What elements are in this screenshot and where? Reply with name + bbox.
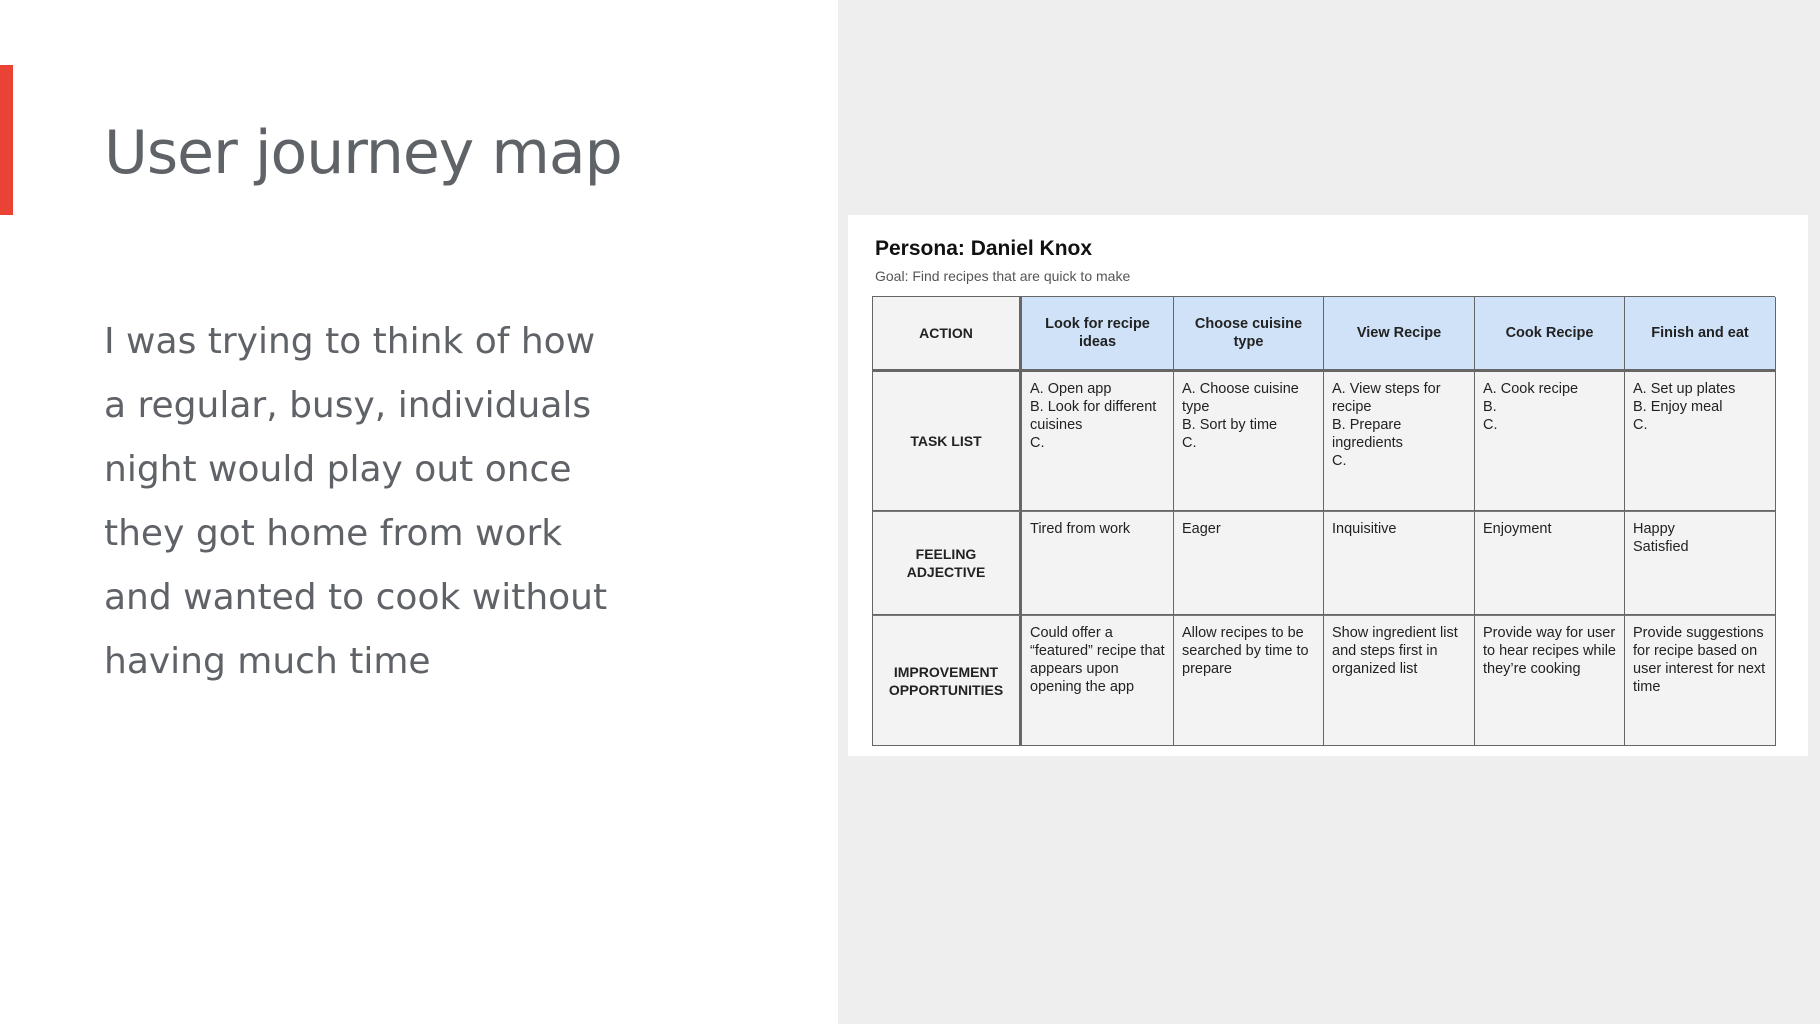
cell-line: Enjoyment	[1483, 521, 1552, 537]
table-cell	[1625, 615, 1776, 746]
row-label: TASK LIST	[873, 372, 1022, 511]
column-header: Finish and eat	[1625, 297, 1776, 372]
cell-line: Show ingredient list and steps first in organized list	[1332, 625, 1458, 677]
cell-line: Inquisitive	[1332, 521, 1397, 537]
table-cell	[1324, 372, 1475, 511]
image-panel	[838, 0, 1820, 1024]
column-header: Look for recipe ideas	[1022, 297, 1174, 372]
table-cell	[1022, 511, 1174, 615]
cell-line: C.	[1030, 435, 1045, 451]
cell-line: A. View steps for recipe	[1332, 381, 1441, 415]
row-header-action: ACTION	[873, 297, 1022, 372]
table-cell	[1174, 511, 1324, 615]
cell-line: C.	[1483, 417, 1498, 433]
table-cell	[1625, 372, 1776, 511]
cell-line: Provide suggestions for recipe based on user interest for next time	[1633, 625, 1766, 695]
table-cell	[1475, 511, 1625, 615]
column-header: View Recipe	[1324, 297, 1475, 372]
cell-line: A. Cook recipe	[1483, 381, 1579, 397]
cell-line: Tired from work	[1030, 521, 1131, 537]
cell-line: B. Look for different cuisines	[1030, 399, 1157, 433]
table-cell	[1475, 372, 1625, 511]
cell-line: A. Set up plates	[1633, 381, 1736, 397]
cell-line: B.	[1483, 399, 1497, 415]
cell-line: A. Open app	[1030, 381, 1112, 397]
cell-line: Eager	[1182, 521, 1221, 537]
cell-line: C.	[1332, 453, 1347, 469]
persona-title: Persona: Daniel Knox	[875, 237, 1093, 260]
cell-line: B. Sort by time	[1182, 417, 1278, 433]
row-label: FEELING ADJECTIVE	[873, 511, 1022, 615]
table-cell	[1475, 615, 1625, 746]
table-cell	[1022, 372, 1174, 511]
cell-line: B. Prepare ingredients	[1332, 417, 1403, 451]
journey-map-card	[848, 215, 1808, 756]
slide-body: I was trying to think of how a regular, busy, individuals night would play out once they got home from work and wanted to cook without having much time	[104, 321, 608, 682]
cell-line: Provide way for user to hear recipes while they’re cooking	[1483, 625, 1616, 677]
cell-line: C.	[1633, 417, 1648, 433]
cell-line: Happy	[1633, 521, 1675, 537]
column-header: Choose cuisine type	[1174, 297, 1324, 372]
cell-line: Satisfied	[1633, 539, 1689, 555]
slide-title: User journey map	[104, 118, 622, 188]
cell-line: C.	[1182, 435, 1197, 451]
persona-goal: Goal: Find recipes that are quick to make	[875, 268, 1131, 284]
cell-line: Could offer a “featured” recipe that appears upon opening the app	[1030, 625, 1165, 695]
table-cell	[1174, 615, 1324, 746]
table-cell	[1324, 615, 1475, 746]
accent-bar	[0, 65, 13, 215]
column-header: Cook Recipe	[1475, 297, 1625, 372]
table-cell	[1324, 511, 1475, 615]
row-label: IMPROVEMENT OPPORTUNITIES	[873, 615, 1022, 746]
table-cell	[1174, 372, 1324, 511]
cell-line: Allow recipes to be searched by time to prepare	[1182, 625, 1309, 677]
table-cell	[1022, 615, 1174, 746]
table-cell	[1625, 511, 1776, 615]
journey-table	[872, 296, 1775, 746]
cell-line: B. Enjoy meal	[1633, 399, 1723, 415]
cell-line: A. Choose cuisine type	[1182, 381, 1299, 415]
